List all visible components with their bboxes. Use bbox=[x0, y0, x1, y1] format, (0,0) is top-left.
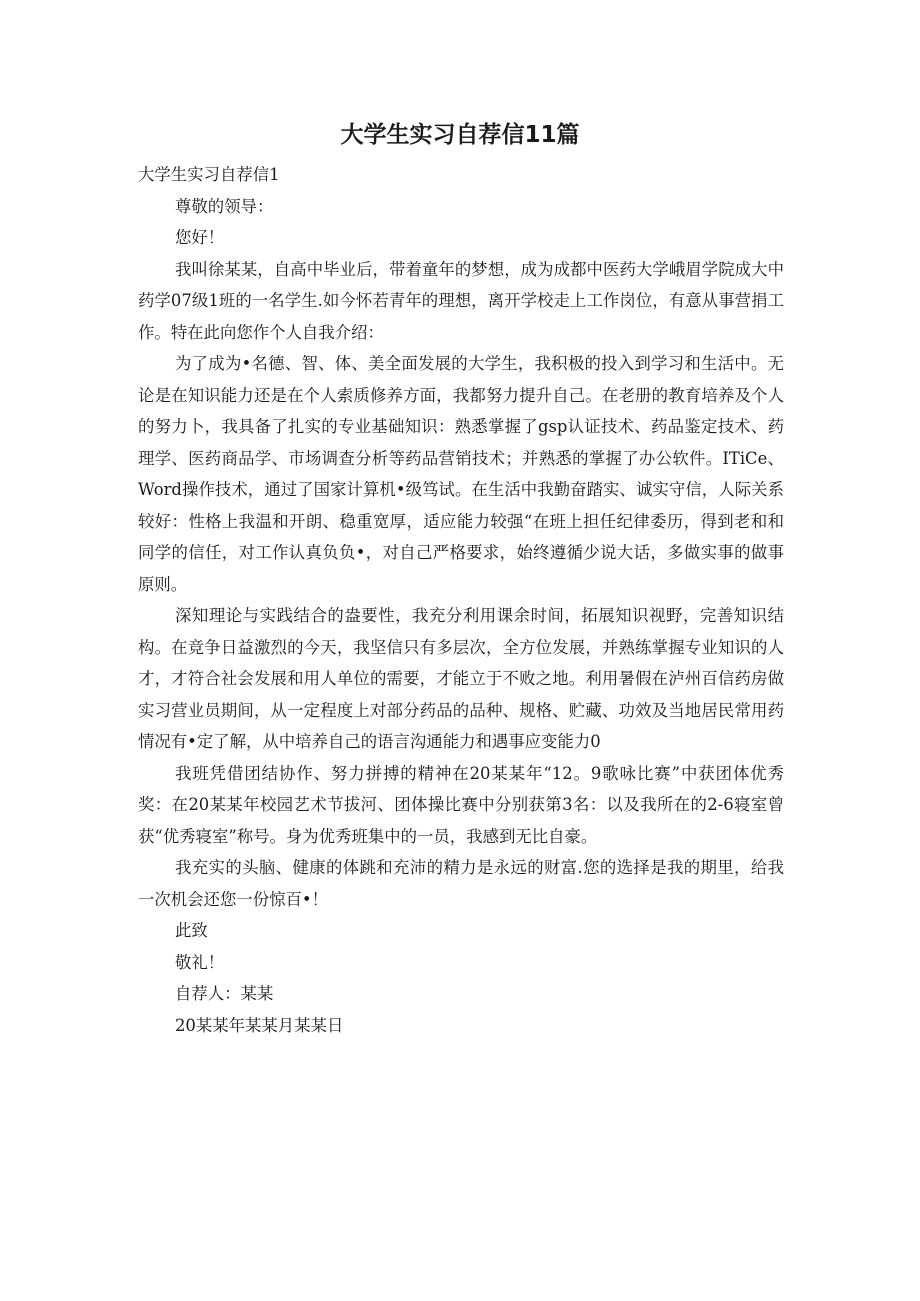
greeting: 您好！ bbox=[175, 228, 225, 247]
document-title: 大学生实习自荐信11篇 bbox=[340, 122, 580, 148]
date: 20某某年某某月某某日 bbox=[175, 1015, 344, 1035]
document-body bbox=[138, 159, 784, 1041]
closing-line-2: 敬礼！ bbox=[175, 952, 225, 972]
signature: 自荐人：某某 bbox=[175, 984, 274, 1003]
paragraph-practice: 深知理论与实践结合的盎要性，我充分利用课余时间，拓展知识视野，完善知识结构。在竞争日益激烈的今天，我坚信只有多层次，全方位发展，并熟练掌握专业知识的人才，才符合社会发展和用人单位的需要，才能立于不败之地。利用暑假在泸州百信药房做实习营业员期间，从一定程度上对部分药品的品种、规格、贮藏、功效及当地居民常用药情况有•定了解，从中培养自己的语言沟通能力和遇事应变能力0 bbox=[138, 606, 784, 751]
paragraph-skills: 为了成为•名德、智、体、美全面发展的大学生，我积极的投入到学习和生活中。无论是在知识能力还是在个人索质修养方面，我都努力提升自己。在老册的教育培养及个人的努力卜，我具备了扎实的专业基础知识：熟悉掌握了gsp认证技术、药品鉴定技术、药理学、医药商品学、市场调查分析等药品营销技术；并熟悉的掌握了办公软件。ITiCe、Word操作技术，通过了国家计算机•级笃试。在生活中我勤奋踏实、诚实守信，人际关系较好：性格上我温和开朗、稳重宽厚，适应能力较强“在班上担任纪律委历，得到老和和同学的信任，对工作认真负负•，对自己严格要求，始终遵循少说大话，多做实事的做事原则。 bbox=[138, 354, 784, 594]
paragraph-conclusion: 我充实的头脑、健康的体跳和充沛的精力是永远的财富.您的选择是我的期里，给我一次机会还您一份惊百•！ bbox=[138, 858, 784, 909]
closing-line-1: 此致 bbox=[175, 921, 208, 940]
salutation: 尊敬的领导： bbox=[175, 196, 274, 216]
paragraph-intro: 我叫徐某某，自高中毕业后，带着童年的梦想，成为成都中医药大学峨眉学院成大中药学07级1班的一名学生.如今怀若青年的理想，离开学校走上工作岗位，有意从事营捐工作。特在此向您作个人自我介绍： bbox=[138, 259, 784, 342]
paragraph-awards: 我班凭借团结协作、努力拼搏的精神在20某某年“12。9歌咏比赛”中获团体优秀奖：在20某某年校园艺术节拔河、团体操比赛中分别获第3名：以及我所在的2-6寝室曾获“优秀寝室”称号。身为优秀班集中的一员，我感到无比自豪。 bbox=[138, 763, 784, 846]
section-title: 大学生实习自荐信1 bbox=[138, 165, 280, 184]
